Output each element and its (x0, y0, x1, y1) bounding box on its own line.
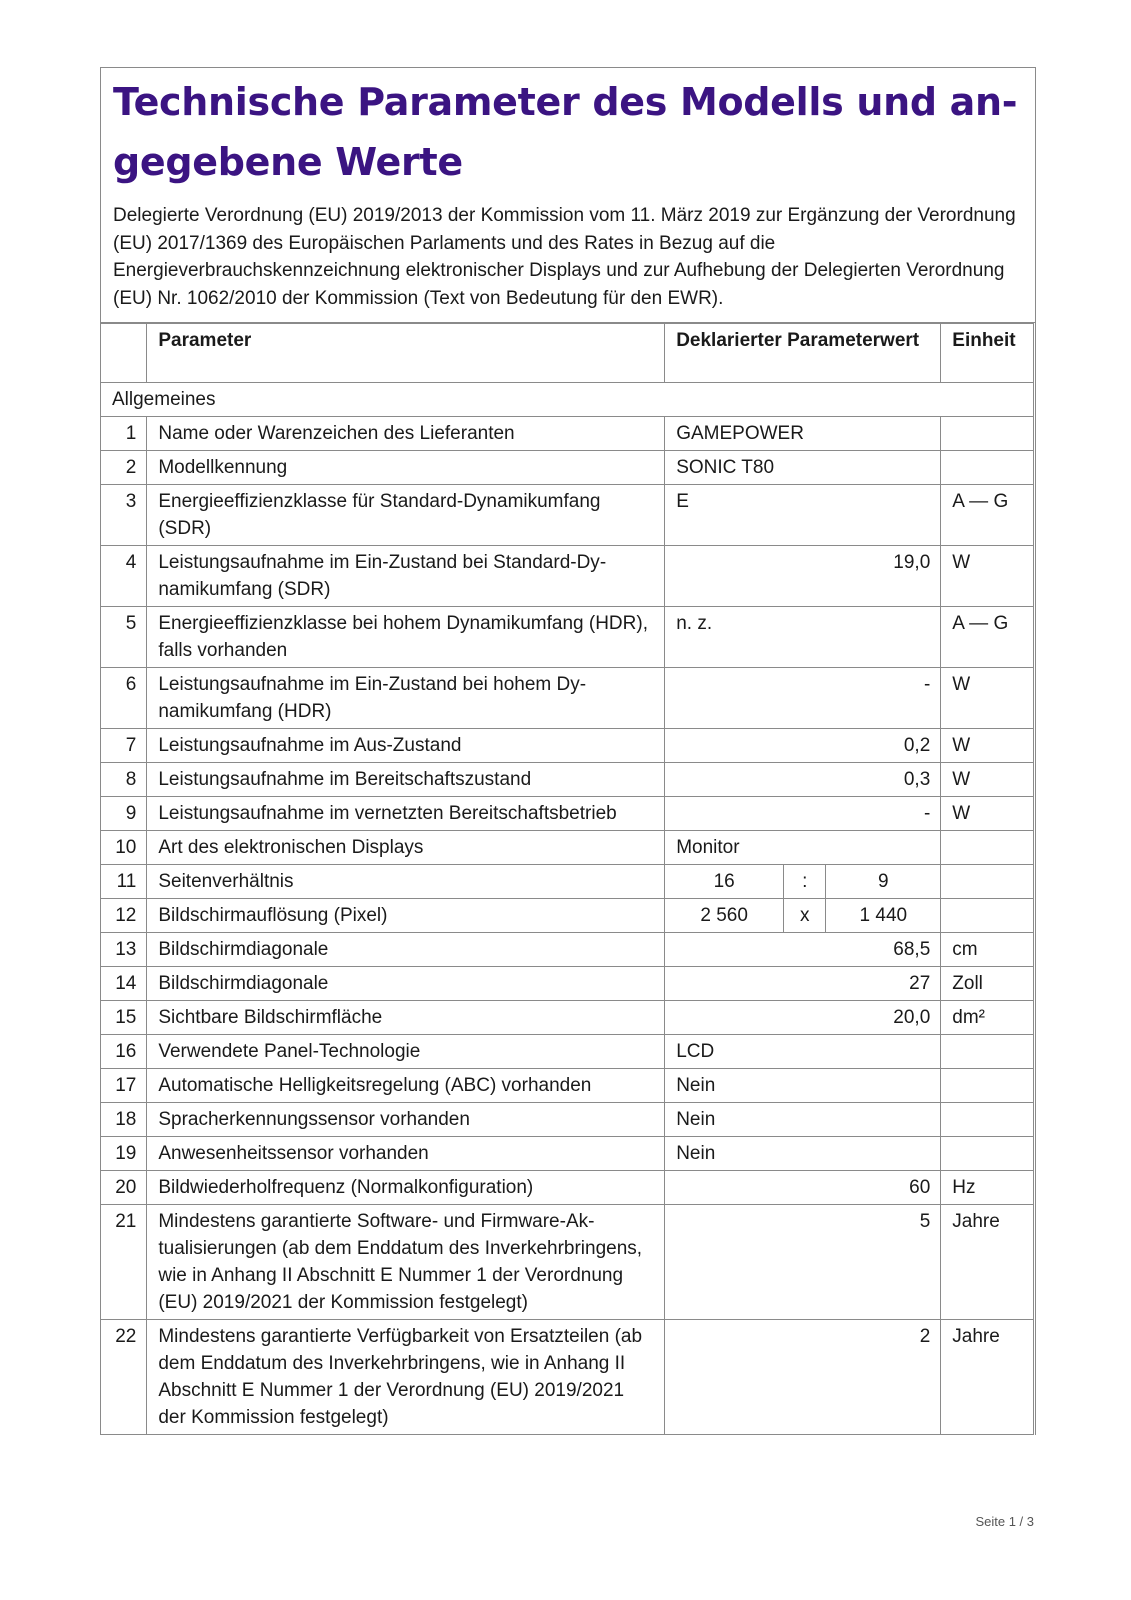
header-unit: Einheit (941, 324, 1034, 383)
row-unit (941, 865, 1034, 899)
row-value: 0,3 (665, 763, 941, 797)
row-value: Nein (665, 1137, 941, 1171)
table-row (101, 899, 1034, 933)
row-parameter: Verwendete Panel-Technologie (147, 1035, 665, 1069)
row-parameter: Name oder Warenzeichen des Lieferanten (147, 417, 665, 451)
row-parameter: Bildschirmauflösung (Pixel) (147, 899, 665, 933)
row-parameter: Leistungsaufnahme im Bereitschaftszustand (147, 763, 665, 797)
row-value-separator: : (784, 865, 826, 899)
row-unit: W (941, 763, 1034, 797)
row-value: - (665, 668, 941, 729)
row-parameter: Mindestens garantierte Software- und Firmware-Aktualisierungen (ab dem Enddatum des Inverkehrbringens, wie in Anhang II Abschnitt E Nummer 1 der Verordnung (EU) 2019/2021 der Kommission festgelegt) (147, 1205, 665, 1320)
page-number: Seite 1 / 3 (975, 1514, 1034, 1529)
table-row (101, 1035, 1034, 1069)
row-value: Nein (665, 1069, 941, 1103)
table-row (101, 1171, 1034, 1205)
row-parameter: Leistungsaufnahme im vernetzten Bereitschaftsbetrieb (147, 797, 665, 831)
regulation-reference: Delegierte Verordnung (EU) 2019/2013 der Kommission vom 11. März 2019 zur Ergänzung der Verordnung (EU) 2017/1369 des Europäischen Parlaments und des Rates in Bezug auf die Energieverbrauchskennzeichnung elektronischer Displays und zur Aufhebung der Delegierten Verordnung (EU) Nr. 1062/2010 der Kommission (Text von Bedeutung für den EWR). (113, 205, 1016, 309)
row-value: 0,2 (665, 729, 941, 763)
row-number: 7 (101, 729, 147, 763)
row-value-a: 16 (665, 865, 784, 899)
row-unit (941, 1103, 1034, 1137)
document-title: Technische Parameter des Modells und angegebene Werte (113, 80, 1018, 184)
row-unit (941, 417, 1034, 451)
row-unit (941, 1069, 1034, 1103)
row-unit: W (941, 729, 1034, 763)
row-unit: cm (941, 933, 1034, 967)
row-value: 60 (665, 1171, 941, 1205)
table-row (101, 1205, 1034, 1320)
row-parameter: Anwesenheitssensor vorhanden (147, 1137, 665, 1171)
header-parameter: Parameter (147, 324, 665, 383)
table-row (101, 933, 1034, 967)
row-parameter: Energieeffizienzklasse für Standard-Dynamikumfang (SDR) (147, 485, 665, 546)
row-unit: W (941, 797, 1034, 831)
row-value: 5 (665, 1205, 941, 1320)
row-unit: Jahre (941, 1320, 1034, 1435)
row-unit: Jahre (941, 1205, 1034, 1320)
row-value: - (665, 797, 941, 831)
row-parameter: Bildwiederholfrequenz (Normalkonfiguration) (147, 1171, 665, 1205)
table-row (101, 485, 1034, 546)
table-row (101, 546, 1034, 607)
row-unit: W (941, 546, 1034, 607)
row-number: 18 (101, 1103, 147, 1137)
row-value: Nein (665, 1103, 941, 1137)
parameter-table (100, 323, 1034, 1435)
table-row (101, 797, 1034, 831)
section-row (101, 383, 1034, 417)
title-block (101, 68, 1035, 323)
row-number: 13 (101, 933, 147, 967)
table-row (101, 729, 1034, 763)
row-number: 10 (101, 831, 147, 865)
row-number: 8 (101, 763, 147, 797)
row-value: LCD (665, 1035, 941, 1069)
row-unit: Zoll (941, 967, 1034, 1001)
header-value: Deklarierter Parameterwert (665, 324, 941, 383)
row-parameter: Automatische Helligkeitsregelung (ABC) vorhanden (147, 1069, 665, 1103)
row-value-a: 2 560 (665, 899, 784, 933)
row-value: GAMEPOWER (665, 417, 941, 451)
row-number: 22 (101, 1320, 147, 1435)
row-number: 19 (101, 1137, 147, 1171)
table-row (101, 763, 1034, 797)
row-unit (941, 1035, 1034, 1069)
row-number: 5 (101, 607, 147, 668)
row-number: 3 (101, 485, 147, 546)
table-row (101, 1320, 1034, 1435)
row-value: 68,5 (665, 933, 941, 967)
row-number: 6 (101, 668, 147, 729)
section-general: Allgemeines (101, 383, 1034, 417)
row-number: 11 (101, 865, 147, 899)
header-number (101, 324, 147, 383)
row-unit (941, 451, 1034, 485)
table-row (101, 1001, 1034, 1035)
row-number: 21 (101, 1205, 147, 1320)
row-number: 15 (101, 1001, 147, 1035)
row-value: 2 (665, 1320, 941, 1435)
row-parameter: Energieeffizienzklasse bei hohem Dynamikumfang (HDR), falls vorhanden (147, 607, 665, 668)
table-row (101, 831, 1034, 865)
row-unit: dm² (941, 1001, 1034, 1035)
row-value: 20,0 (665, 1001, 941, 1035)
table-row (101, 607, 1034, 668)
row-parameter: Art des elektronischen Displays (147, 831, 665, 865)
row-value: 27 (665, 967, 941, 1001)
row-parameter: Bildschirmdiagonale (147, 967, 665, 1001)
table-row (101, 967, 1034, 1001)
row-value: n. z. (665, 607, 941, 668)
table-row (101, 451, 1034, 485)
row-value-b: 9 (826, 865, 941, 899)
table-row (101, 1103, 1034, 1137)
row-number: 16 (101, 1035, 147, 1069)
row-parameter: Mindestens garantierte Verfügbarkeit von Ersatzteilen (ab dem Enddatum des Inverkehrbringens, wie in Anhang II Abschnitt E Nummer 1 der Verordnung (EU) 2019/2021 der Kommission festgelegt) (147, 1320, 665, 1435)
row-unit: A — G (941, 607, 1034, 668)
row-parameter: Leistungsaufnahme im Ein-Zustand bei Standard-Dynamikumfang (SDR) (147, 546, 665, 607)
row-parameter: Spracherkennungssensor vorhanden (147, 1103, 665, 1137)
row-unit (941, 831, 1034, 865)
row-parameter: Bildschirmdiagonale (147, 933, 665, 967)
row-number: 9 (101, 797, 147, 831)
row-unit: A — G (941, 485, 1034, 546)
row-parameter: Leistungsaufnahme im Ein-Zustand bei hohem Dynamikumfang (HDR) (147, 668, 665, 729)
row-value: SONIC T80 (665, 451, 941, 485)
table-row (101, 1137, 1034, 1171)
table-row (101, 417, 1034, 451)
row-number: 20 (101, 1171, 147, 1205)
row-parameter: Modellkennung (147, 451, 665, 485)
row-number: 2 (101, 451, 147, 485)
row-unit (941, 1137, 1034, 1171)
row-value-b: 1 440 (826, 899, 941, 933)
table-header-row (101, 324, 1034, 383)
table-row (101, 1069, 1034, 1103)
row-number: 14 (101, 967, 147, 1001)
table-row (101, 668, 1034, 729)
row-unit: Hz (941, 1171, 1034, 1205)
row-parameter: Seitenverhältnis (147, 865, 665, 899)
row-number: 17 (101, 1069, 147, 1103)
row-value-separator: x (784, 899, 826, 933)
row-number: 1 (101, 417, 147, 451)
row-number: 4 (101, 546, 147, 607)
table-row (101, 865, 1034, 899)
row-parameter: Leistungsaufnahme im Aus-Zustand (147, 729, 665, 763)
row-number: 12 (101, 899, 147, 933)
row-value: Monitor (665, 831, 941, 865)
row-value: E (665, 485, 941, 546)
row-parameter: Sichtbare Bildschirmfläche (147, 1001, 665, 1035)
row-unit: W (941, 668, 1034, 729)
row-unit (941, 899, 1034, 933)
document-frame (100, 67, 1036, 1435)
row-value: 19,0 (665, 546, 941, 607)
